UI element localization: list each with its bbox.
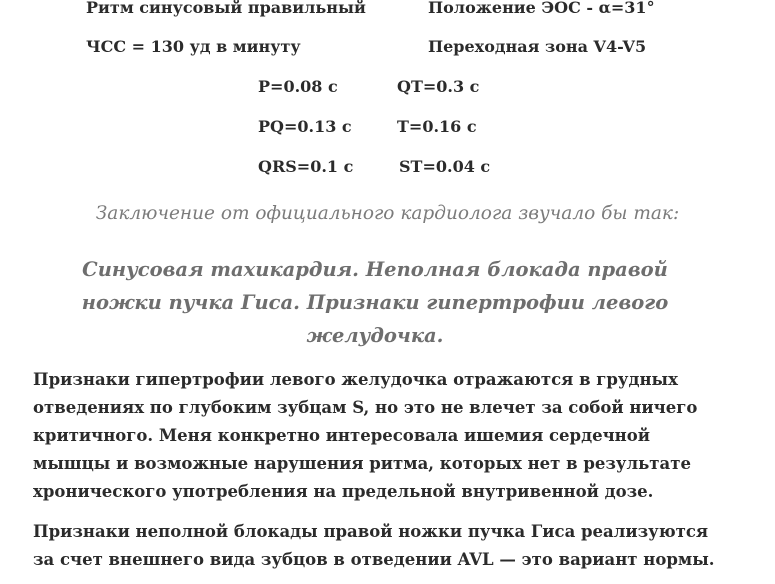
paragraph-line: за счет внешнего вида зубцов в отведении AVL — это вариант нормы.	[33, 550, 715, 569]
pq-interval-text: PQ=0.13 с	[258, 117, 352, 136]
quote-intro: Заключение от официального кардиолога звучало бы так:	[95, 203, 680, 224]
conclusion-line: желудочка.	[306, 324, 444, 347]
qt-interval-text: QT=0.3 с	[397, 77, 480, 96]
st-segment-text: ST=0.04 с	[399, 157, 491, 176]
qrs-interval-text: QRS=0.1 с	[258, 157, 354, 176]
p-interval-text: P=0.08 с	[258, 77, 338, 96]
paragraph-line: мышцы и возможные нарушения ритма, которых нет в результате	[33, 454, 691, 473]
transition-zone-text: Переходная зона V4-V5	[428, 37, 647, 56]
cardiologist-conclusion	[60, 253, 690, 352]
paragraph-line: отведениях по глубоким зубцам S, но это не влечет за собой ничего	[33, 398, 698, 417]
eos-position-text: Положение ЭОС - α=31°	[428, 0, 655, 17]
conclusion-line: Синусовая тахикардия. Неполная блокада правой	[82, 258, 668, 281]
conclusion-line: ножки пучка Гиса. Признаки гипертрофии левого	[81, 291, 669, 314]
paragraph-lvh	[33, 366, 753, 506]
paragraph-line: критичного. Меня конкретно интересовала ишемия сердечной	[33, 426, 650, 445]
paragraph-line: Признаки гипертрофии левого желудочка отражаются в грудных	[33, 370, 678, 389]
paragraph-rbbb	[33, 518, 753, 574]
paragraph-line: хронического употребления на предельной внутривенной дозе.	[33, 482, 654, 501]
rhythm-text: Ритм синусовый правильный	[86, 0, 366, 17]
heart-rate-text: ЧСС = 130 уд в минуту	[86, 37, 301, 56]
paragraph-line: Признаки неполной блокады правой ножки пучка Гиса реализуются	[33, 522, 709, 541]
t-wave-text: T=0.16 с	[397, 117, 477, 136]
